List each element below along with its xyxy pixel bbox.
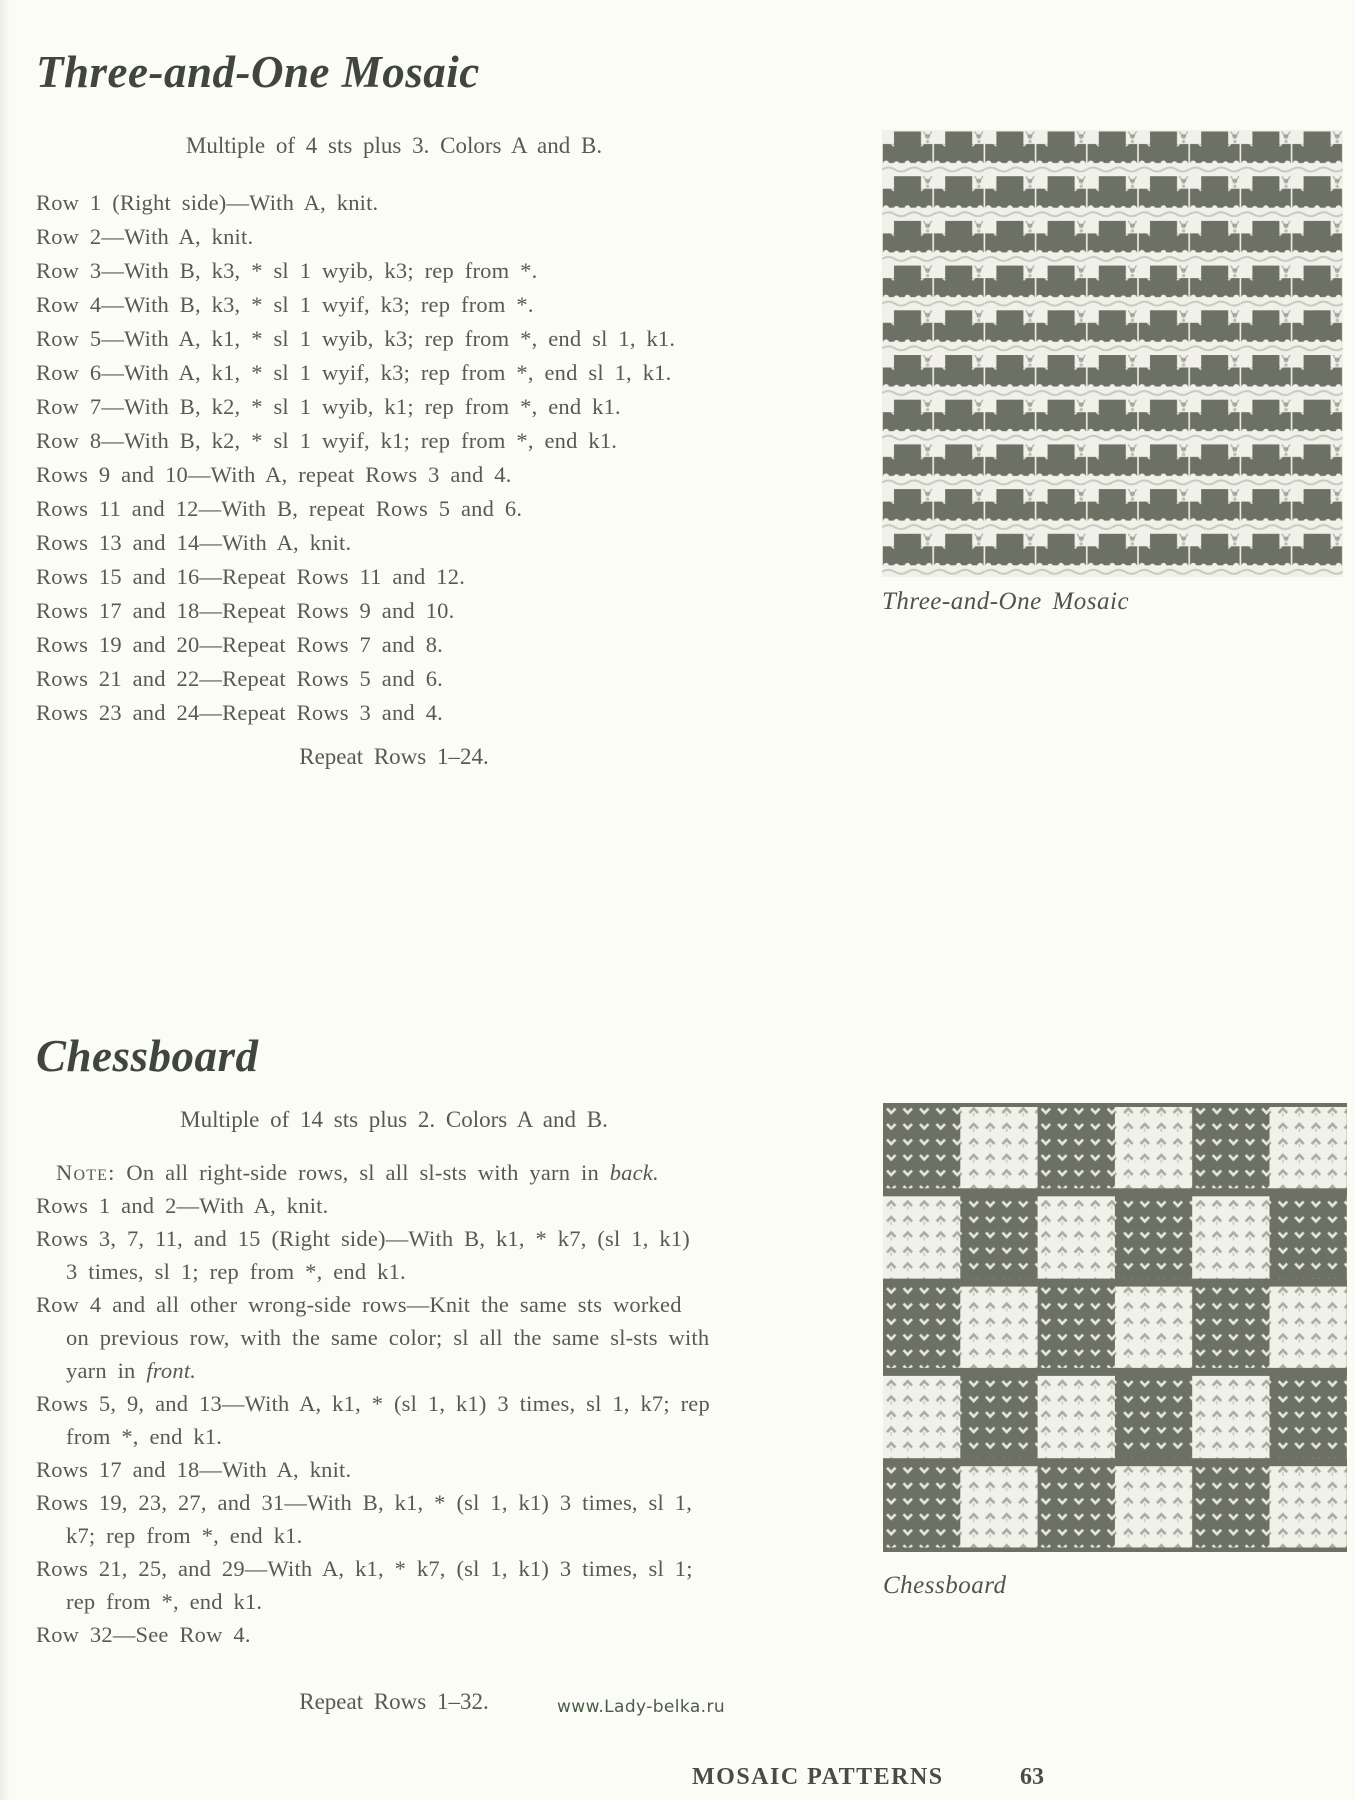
swatch-photo-three-and-one-mosaic (882, 130, 1343, 616)
instruction-line: Row 32—See Row 4. (36, 1622, 251, 1647)
knitted-swatch-image (882, 130, 1343, 577)
instruction-line: rep from *, end k1. (66, 1589, 263, 1614)
pattern-instructions (36, 1156, 752, 1651)
instruction-line: Rows 1 and 2—With A, knit. (36, 1193, 329, 1218)
instruction-line: Rows 15 and 16—Repeat Rows 11 and 12. (36, 564, 466, 589)
pattern-title-three-and-one-mosaic: Three-and-One Mosaic (36, 47, 480, 97)
instruction-line: Rows 5, 9, and 13—With A, k1, * (sl 1, k1) 3 times, sl 1, k7; rep (36, 1391, 710, 1416)
instruction-line: Rows 17 and 18—With A, knit. (36, 1457, 352, 1482)
pattern-title-chessboard: Chessboard (36, 1031, 259, 1081)
instruction-line: Row 1 (Right side)—With A, knit. (36, 190, 379, 215)
pattern-instructions (36, 186, 752, 730)
instruction-line: Rows 11 and 12—With B, repeat Rows 5 and 6. (36, 496, 523, 521)
instruction-line: Row 7—With B, k2, * sl 1 wyib, k1; rep from *, end k1. (36, 394, 621, 419)
knitted-swatch-image (883, 1103, 1347, 1552)
instruction-line: Rows 21 and 22—Repeat Rows 5 and 6. (36, 666, 443, 691)
instruction-line: Rows 23 and 24—Repeat Rows 3 and 4. (36, 700, 443, 725)
instruction-line: Row 8—With B, k2, * sl 1 wyif, k1; rep from *, end k1. (36, 428, 618, 453)
swatch-caption: Chessboard (883, 1572, 1007, 1599)
instruction-line: Rows 19, 23, 27, and 31—With B, k1, * (sl 1, k1) 3 times, sl 1, (36, 1490, 693, 1515)
page-number: 63 (1020, 1764, 1044, 1790)
instruction-line: Row 3—With B, k3, * sl 1 wyib, k3; rep from *. (36, 258, 538, 283)
section-three-and-one-mosaic (36, 46, 752, 770)
instruction-line: Row 2—With A, knit. (36, 224, 254, 249)
instruction-line: Rows 13 and 14—With A, knit. (36, 530, 352, 555)
instruction-line: Row 4 and all other wrong-side rows—Knit the same sts worked (36, 1292, 682, 1317)
instruction-line: from *, end k1. (66, 1424, 223, 1449)
instruction-line: Rows 17 and 18—Repeat Rows 9 and 10. (36, 598, 455, 623)
instruction-line: 3 times, sl 1; rep from *, end k1. (66, 1259, 406, 1284)
instruction-line: Rows 21, 25, and 29—With A, k1, * k7, (sl 1, k1) 3 times, sl 1; (36, 1556, 693, 1581)
repeat-instruction: Repeat Rows 1–24. (299, 744, 489, 769)
instruction-line: Rows 19 and 20—Repeat Rows 7 and 8. (36, 632, 443, 657)
pattern-note-line: Note: On all right-side rows, sl all sl-sts with yarn in back. (56, 1160, 659, 1185)
footer-section-title: MOSAIC PATTERNS (692, 1764, 944, 1790)
instruction-line: Rows 9 and 10—With A, repeat Rows 3 and 4. (36, 462, 512, 487)
watermark-url: www.Lady-belka.ru (557, 1697, 726, 1717)
section-chessboard (36, 1030, 752, 1715)
instruction-line: yarn in front. (66, 1358, 197, 1383)
stitch-multiple-note: Multiple of 4 sts plus 3. Colors A and B. (185, 133, 603, 158)
instruction-line: Row 4—With B, k3, * sl 1 wyif, k3; rep from *. (36, 292, 534, 317)
instruction-line: Row 6—With A, k1, * sl 1 wyif, k3; rep from *, end sl 1, k1. (36, 360, 672, 385)
stitch-multiple-note: Multiple of 14 sts plus 2. Colors A and B. (180, 1107, 608, 1132)
instruction-line: k7; rep from *, end k1. (66, 1523, 303, 1548)
scan-edge-shading (0, 0, 10, 1800)
instruction-line: Row 5—With A, k1, * sl 1 wyib, k3; rep from *, end sl 1, k1. (36, 326, 676, 351)
instruction-line: on previous row, with the same color; sl all the same sl-sts with (66, 1325, 710, 1350)
swatch-photo-chessboard (883, 1103, 1347, 1600)
repeat-instruction: Repeat Rows 1–32. (299, 1689, 489, 1714)
swatch-caption: Three-and-One Mosaic (882, 588, 1130, 615)
instruction-line: Rows 3, 7, 11, and 15 (Right side)—With B, k1, * k7, (sl 1, k1) (36, 1226, 690, 1251)
